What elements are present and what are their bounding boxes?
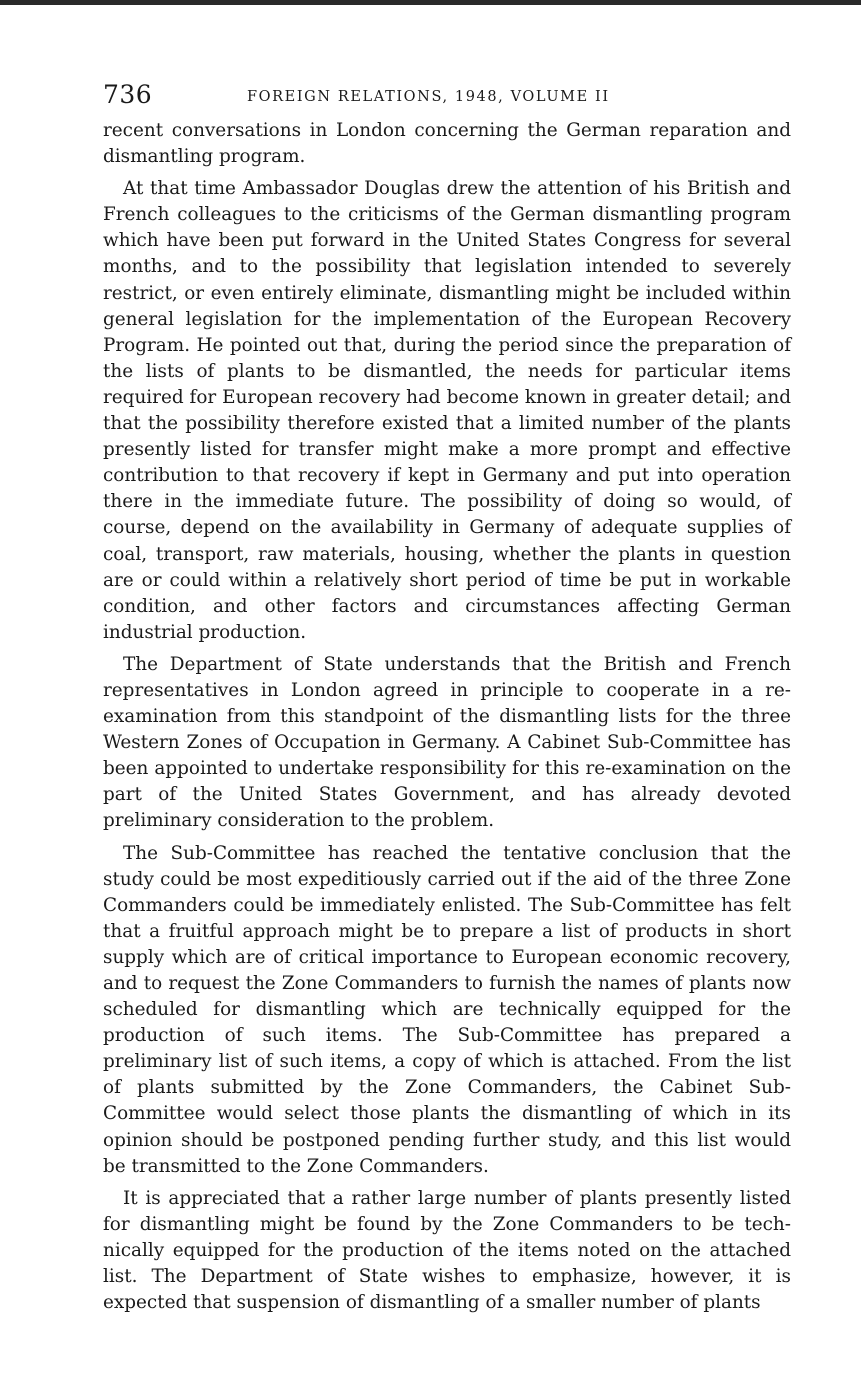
paragraph: At that time Ambassador Douglas drew the attention of his British and French colleagues to the criticisms of the German dismantling program which have been put forward in the United States Congress for several months, and to the possibility that legislation intended to severely restrict, or even entirely eliminate, dismantling might be included within general legislation for the implementation of the European Recovery Program. He pointed out that, during the period since the preparation of the lists of plants to be dismantled, the needs for particular items required for European recovery had become known in greater detail; and that the possibility therefore existed that a limited number of the plants presently listed for transfer might make a more prompt and effective contribution to that recovery if kept in Germany and put into operation there in the immediate future. The possibility of doing so would, of course, depend on the availability in Germany of adequate supplies of coal, transport, raw materials, housing, whether the plants in question are or could within a relatively short period of time be put in workable condition, and other factors and circumstances affecting German industrial production. bbox=[103, 178, 791, 643]
top-edge-rule bbox=[0, 0, 861, 5]
running-title: FOREIGN RELATIONS, 1948, VOLUME II bbox=[247, 89, 610, 105]
body-text bbox=[103, 118, 791, 1316]
paragraph: It is appreciated that a rather large number of plants presently listed for dismantling might be found by the Zone Commanders to be technically equipped for the production of the items noted on the attached list. The Department of State wishes to emphasize, however, it is expected that suspension of dismantling of a smaller number of plants bbox=[103, 1187, 791, 1314]
paragraph: The Department of State understands that the British and French representatives in London agreed in principle to cooperate in a reexamination from this standpoint of the dismantling lists for the three Western Zones of Occupation in Germany. A Cabinet Sub-Committee has been appointed to undertake responsibility for this re-examination on the part of the United States Government, and has already devoted preliminary consideration to the problem. bbox=[103, 653, 791, 832]
paragraph: The Sub-Committee has reached the tentative conclusion that the study could be most expeditiously carried out if the aid of the three Zone Commanders could be immediately enlisted. The Sub-Committee has felt that a fruitful approach might be to prepare a list of products in short supply which are of critical importance to European economic recovery, and to request the Zone Commanders to furnish the names of plants now scheduled for dismantling which are technically equipped for the production of such items. The Sub-Committee has prepared a preliminary list of such items, a copy of which is attached. From the list of plants submitted by the Zone Commanders, the Cabinet Sub-Committee would select those plants the dismantling of which in its opinion should be postponed pending further study, and this list would be transmitted to the Zone Commanders. bbox=[103, 842, 791, 1177]
page-number: 736 bbox=[103, 80, 153, 109]
paragraph-continued: recent conversations in London concerning the German reparation and dismantling program. bbox=[103, 120, 791, 168]
running-head bbox=[103, 80, 791, 118]
document-page bbox=[103, 80, 791, 1322]
